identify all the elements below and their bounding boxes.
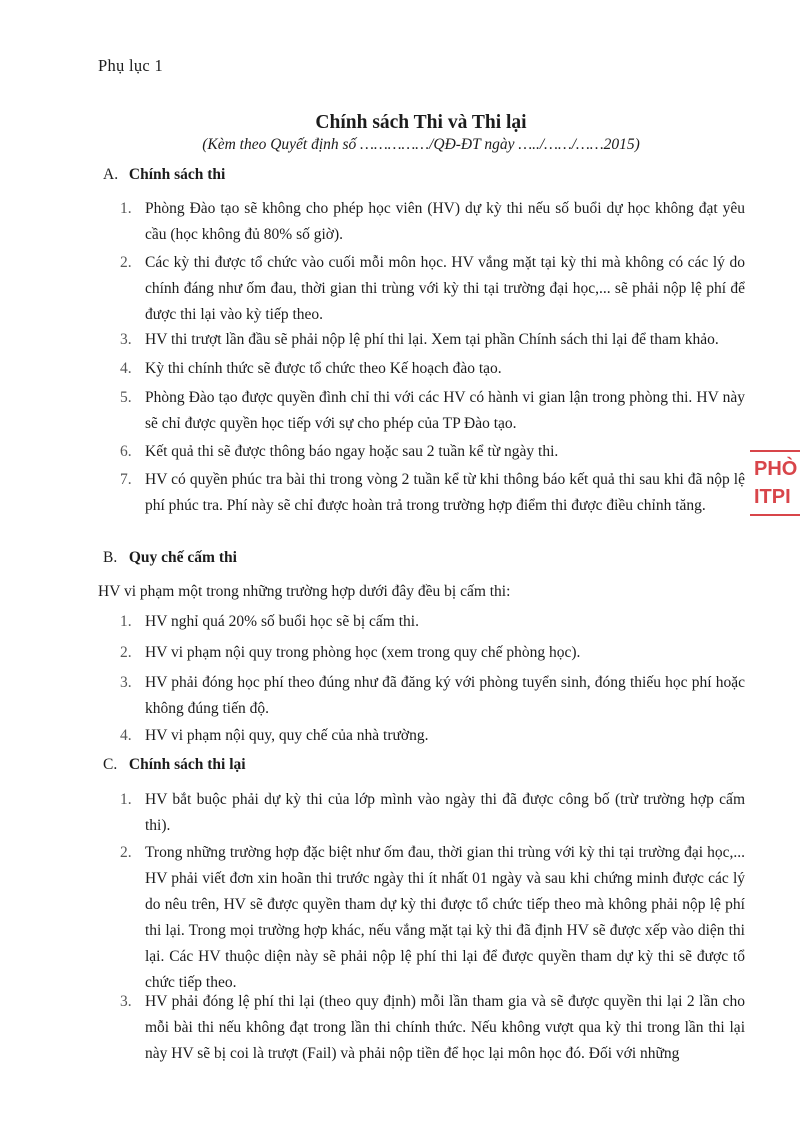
- list-item: [120, 609, 745, 635]
- section-letter: B.: [103, 549, 118, 566]
- list-item: [120, 356, 745, 382]
- section-title: Quy chế cấm thi: [128, 549, 237, 566]
- item-text: HV thi trượt lần đầu sẽ phải nộp lệ phí thi lại. Xem tại phần Chính sách thi lại để tham khảo.: [145, 331, 719, 348]
- item-number: 4.: [120, 360, 132, 377]
- item-text: HV vi phạm nội quy trong phòng học (xem trong quy chế phòng học).: [145, 644, 581, 661]
- item-text: HV phải đóng lệ phí thi lại (theo quy định) mỗi lần tham gia và sẽ được quyền thi lại 2 lần cho mỗi bài thi nếu không đạt trong lần thi chính thức. Nếu không vượt qua kỳ thi trong lần thi lại này HV sẽ bị coi là trượt (Fail) và phải nộp tiền để học lại môn học đó. Đối với những: [145, 993, 745, 1062]
- section-title: Chính sách thi: [128, 166, 226, 183]
- stamp-line-2: ITPI: [754, 486, 791, 508]
- document-title: Chính sách Thi và Thi lại: [315, 112, 527, 133]
- item-number: 1.: [120, 200, 132, 217]
- list-item: [120, 250, 745, 328]
- item-number: 4.: [120, 727, 132, 744]
- list-item: [120, 787, 745, 839]
- item-number: 1.: [120, 613, 132, 630]
- item-text: HV có quyền phúc tra bài thi trong vòng 2 tuần kể từ khi thông báo kết quả thi sau khi đã nộp lệ phí phúc tra. Phí này sẽ chỉ được hoàn trả trong trường hợp điểm thi được điều chỉnh tăng.: [145, 471, 745, 514]
- item-number: 2.: [120, 644, 132, 661]
- list-item: [120, 385, 745, 437]
- item-number: 3.: [120, 674, 132, 691]
- list-item: [120, 723, 745, 749]
- list-item: [120, 196, 745, 248]
- list-item: [120, 640, 745, 666]
- section-intro: HV vi phạm một trong những trường hợp dưới đây đều bị cấm thi:: [98, 583, 511, 600]
- item-number: 2.: [120, 254, 132, 271]
- item-text: HV nghỉ quá 20% số buổi học sẽ bị cấm thi.: [145, 613, 419, 630]
- item-text: HV bắt buộc phải dự kỳ thi của lớp mình vào ngày thi đã được công bố (trừ trường hợp cấm thi).: [145, 791, 745, 834]
- item-text: Phòng Đào tạo được quyền đình chỉ thi với các HV có hành vi gian lận trong phòng thi. HV này sẽ chỉ được quyền học tiếp với sự cho phép của TP Đào tạo.: [145, 389, 745, 432]
- section-c-heading: [103, 756, 246, 774]
- section-letter: C.: [103, 756, 118, 773]
- section-letter: A.: [103, 166, 119, 183]
- item-number: 5.: [120, 389, 132, 406]
- item-text: Các kỳ thi được tổ chức vào cuối mỗi môn học. HV vắng mặt tại kỳ thi mà không có các lý do chính đáng như ốm đau, thời gian thi trùng với kỳ thi tại trường đại học,... sẽ phải nộp lệ phí để được thi lại vào kỳ tiếp theo.: [145, 254, 745, 323]
- list-item: [120, 327, 745, 353]
- item-text: Kỳ thi chính thức sẽ được tổ chức theo Kế hoạch đào tạo.: [145, 360, 502, 377]
- item-number: 3.: [120, 993, 132, 1010]
- list-item: [120, 989, 745, 1067]
- item-number: 6.: [120, 443, 132, 460]
- item-text: Kết quả thi sẽ được thông báo ngay hoặc sau 2 tuần kể từ ngày thi.: [145, 443, 559, 460]
- item-text: HV phải đóng học phí theo đúng như đã đăng ký với phòng tuyển sinh, đóng thiếu học phí hoặc không đúng tiến độ.: [145, 674, 745, 717]
- list-item: [120, 670, 745, 722]
- list-item: [120, 840, 745, 996]
- item-number: 1.: [120, 791, 132, 808]
- item-number: 2.: [120, 844, 132, 861]
- section-a-heading: [103, 166, 225, 184]
- item-text: Trong những trường hợp đặc biệt như ốm đau, thời gian thi trùng với kỳ thi tại trường đại học,... HV phải viết đơn xin hoãn thi trước ngày thi ít nhất 01 ngày và sau khi chứng minh được các lý do nêu trên, HV sẽ được quyền tham dự kỳ thi được tổ chức tiếp theo mà không phải nộp lệ phí thi lại. Trong mọi trường hợp khác, nếu vắng mặt tại kỳ thi đã định HV sẽ được xếp vào diện thi lại. Các HV thuộc diện này sẽ phải nộp lệ phí thi lại để được quyền tham dự kỳ thi sẽ được tổ chức tiếp theo.: [145, 844, 745, 991]
- item-text: Phòng Đào tạo sẽ không cho phép học viên (HV) dự kỳ thi nếu số buổi dự học không đạt yêu cầu (học không đủ 80% số giờ).: [145, 200, 745, 243]
- stamp-line-1: PHÒ: [754, 458, 798, 480]
- list-item: [120, 467, 745, 519]
- appendix-label: Phụ lục 1: [98, 56, 164, 75]
- item-number: 3.: [120, 331, 132, 348]
- section-title: Chính sách thi lại: [128, 756, 246, 773]
- red-stamp: [750, 450, 800, 516]
- item-text: HV vi phạm nội quy, quy chế của nhà trường.: [145, 727, 429, 744]
- document-subtitle: (Kèm theo Quyết định số ……………/QĐ-ĐT ngày …../……/……2015): [202, 136, 640, 153]
- list-item: [120, 439, 745, 465]
- item-number: 7.: [120, 471, 132, 488]
- section-b-heading: [103, 549, 237, 567]
